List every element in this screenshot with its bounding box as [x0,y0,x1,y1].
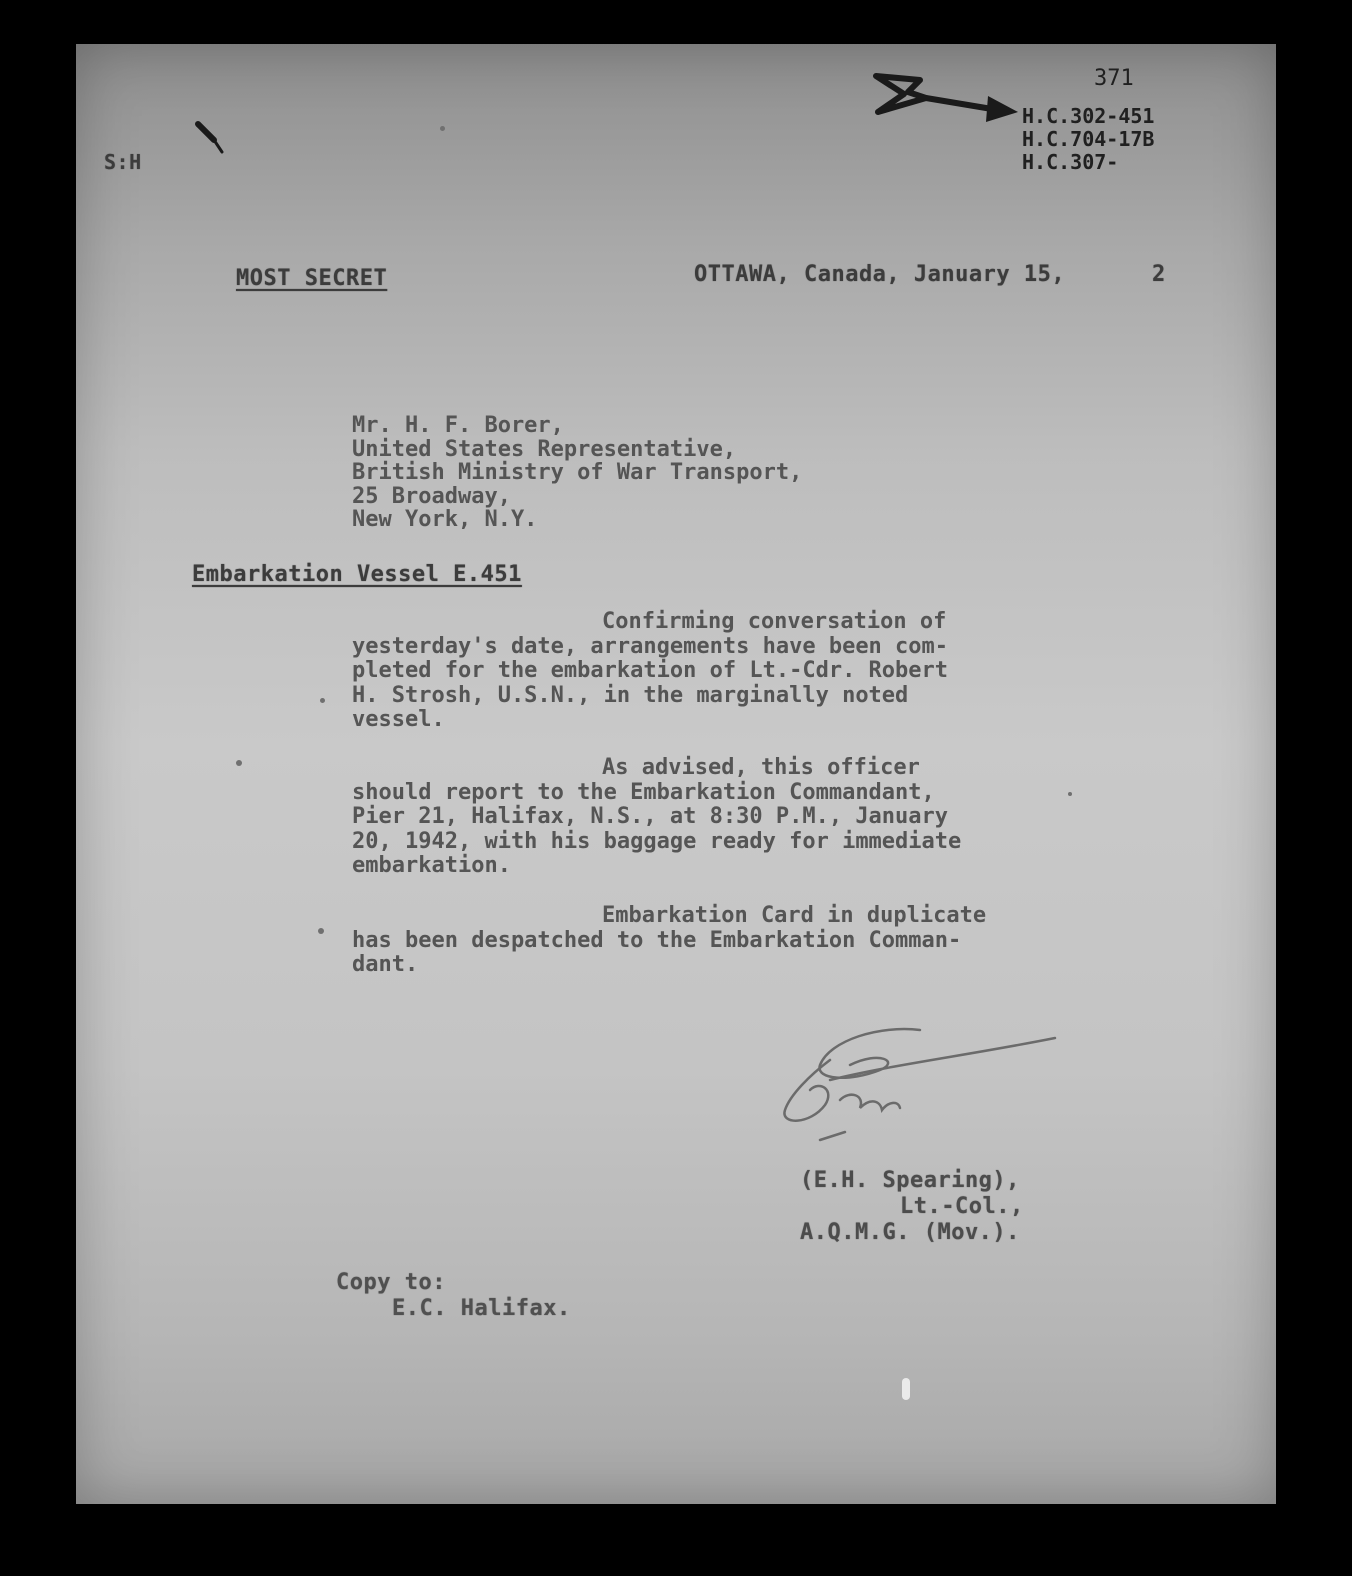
scan-speck [320,698,325,703]
paragraph-1 [352,610,948,733]
addressee-line: British Ministry of War Transport, [352,460,803,485]
paragraph-line: has been despatched to the Embarkation Comman- [352,927,962,953]
dateline-year: 2 [1152,262,1166,287]
paragraph-2 [352,756,961,879]
paragraph-line: vessel. [352,707,445,732]
scan-speck [236,760,242,766]
addressee-line: Mr. H. F. Borer, [352,413,564,438]
dateline: OTTAWA, Canada, January 15, [694,262,1066,287]
file-ref-3: H.C.307- [1022,150,1119,174]
paragraph-line: H. Strosh, U.S.N., in the marginally noted [352,682,909,708]
paragraph-line: embarkation. [352,853,511,878]
paragraph-line: Embarkation Card in duplicate [602,903,987,928]
subject-line: Embarkation Vessel E.451 [192,562,522,587]
scan-speck [1068,792,1072,796]
paragraph-line: yesterday's date, arrangements have been com- [352,633,949,659]
signature-icon [770,1020,1060,1150]
addressee-line: New York, N.Y. [352,507,538,532]
addressee-block [352,414,802,532]
paragraph-line: As advised, this officer [602,755,920,780]
pin-mark-icon [192,118,228,158]
copy-to-recipient: E.C. Halifax. [392,1296,571,1321]
addressee-line: 25 Broadway, [352,483,511,509]
file-ref-1: H.C.302-451 [1022,104,1155,128]
scan-speck [902,1378,910,1400]
initials: S:H [104,150,142,174]
scan-speck [318,928,324,934]
signature-title: A.Q.M.G. (Mov.). [800,1220,1020,1245]
paragraph-line: 20, 1942, with his baggage ready for immediate [352,828,962,854]
paragraph-line: pleted for the embarkation of Lt.-Cdr. Robert [352,658,949,683]
paragraph-line: dant. [352,952,419,977]
paragraph-line: Confirming conversation of [602,609,947,634]
paragraph-line: Pier 21, Halifax, N.S., at 8:30 P.M., January [352,804,949,829]
signature-name: (E.H. Spearing), [800,1168,1020,1193]
addressee-line: United States Representative, [352,436,737,462]
page-number: 371 [1094,66,1134,91]
scan-speck [440,126,445,131]
signature-rank: Lt.-Col., [900,1194,1024,1219]
classification: MOST SECRET [236,266,388,291]
paragraph-3 [352,904,986,978]
file-ref-2: H.C.704-17B [1022,127,1155,151]
arrow-mark-icon [868,66,1028,126]
paragraph-line: should report to the Embarkation Commandant, [352,779,935,805]
copy-to-label: Copy to: [336,1270,446,1295]
